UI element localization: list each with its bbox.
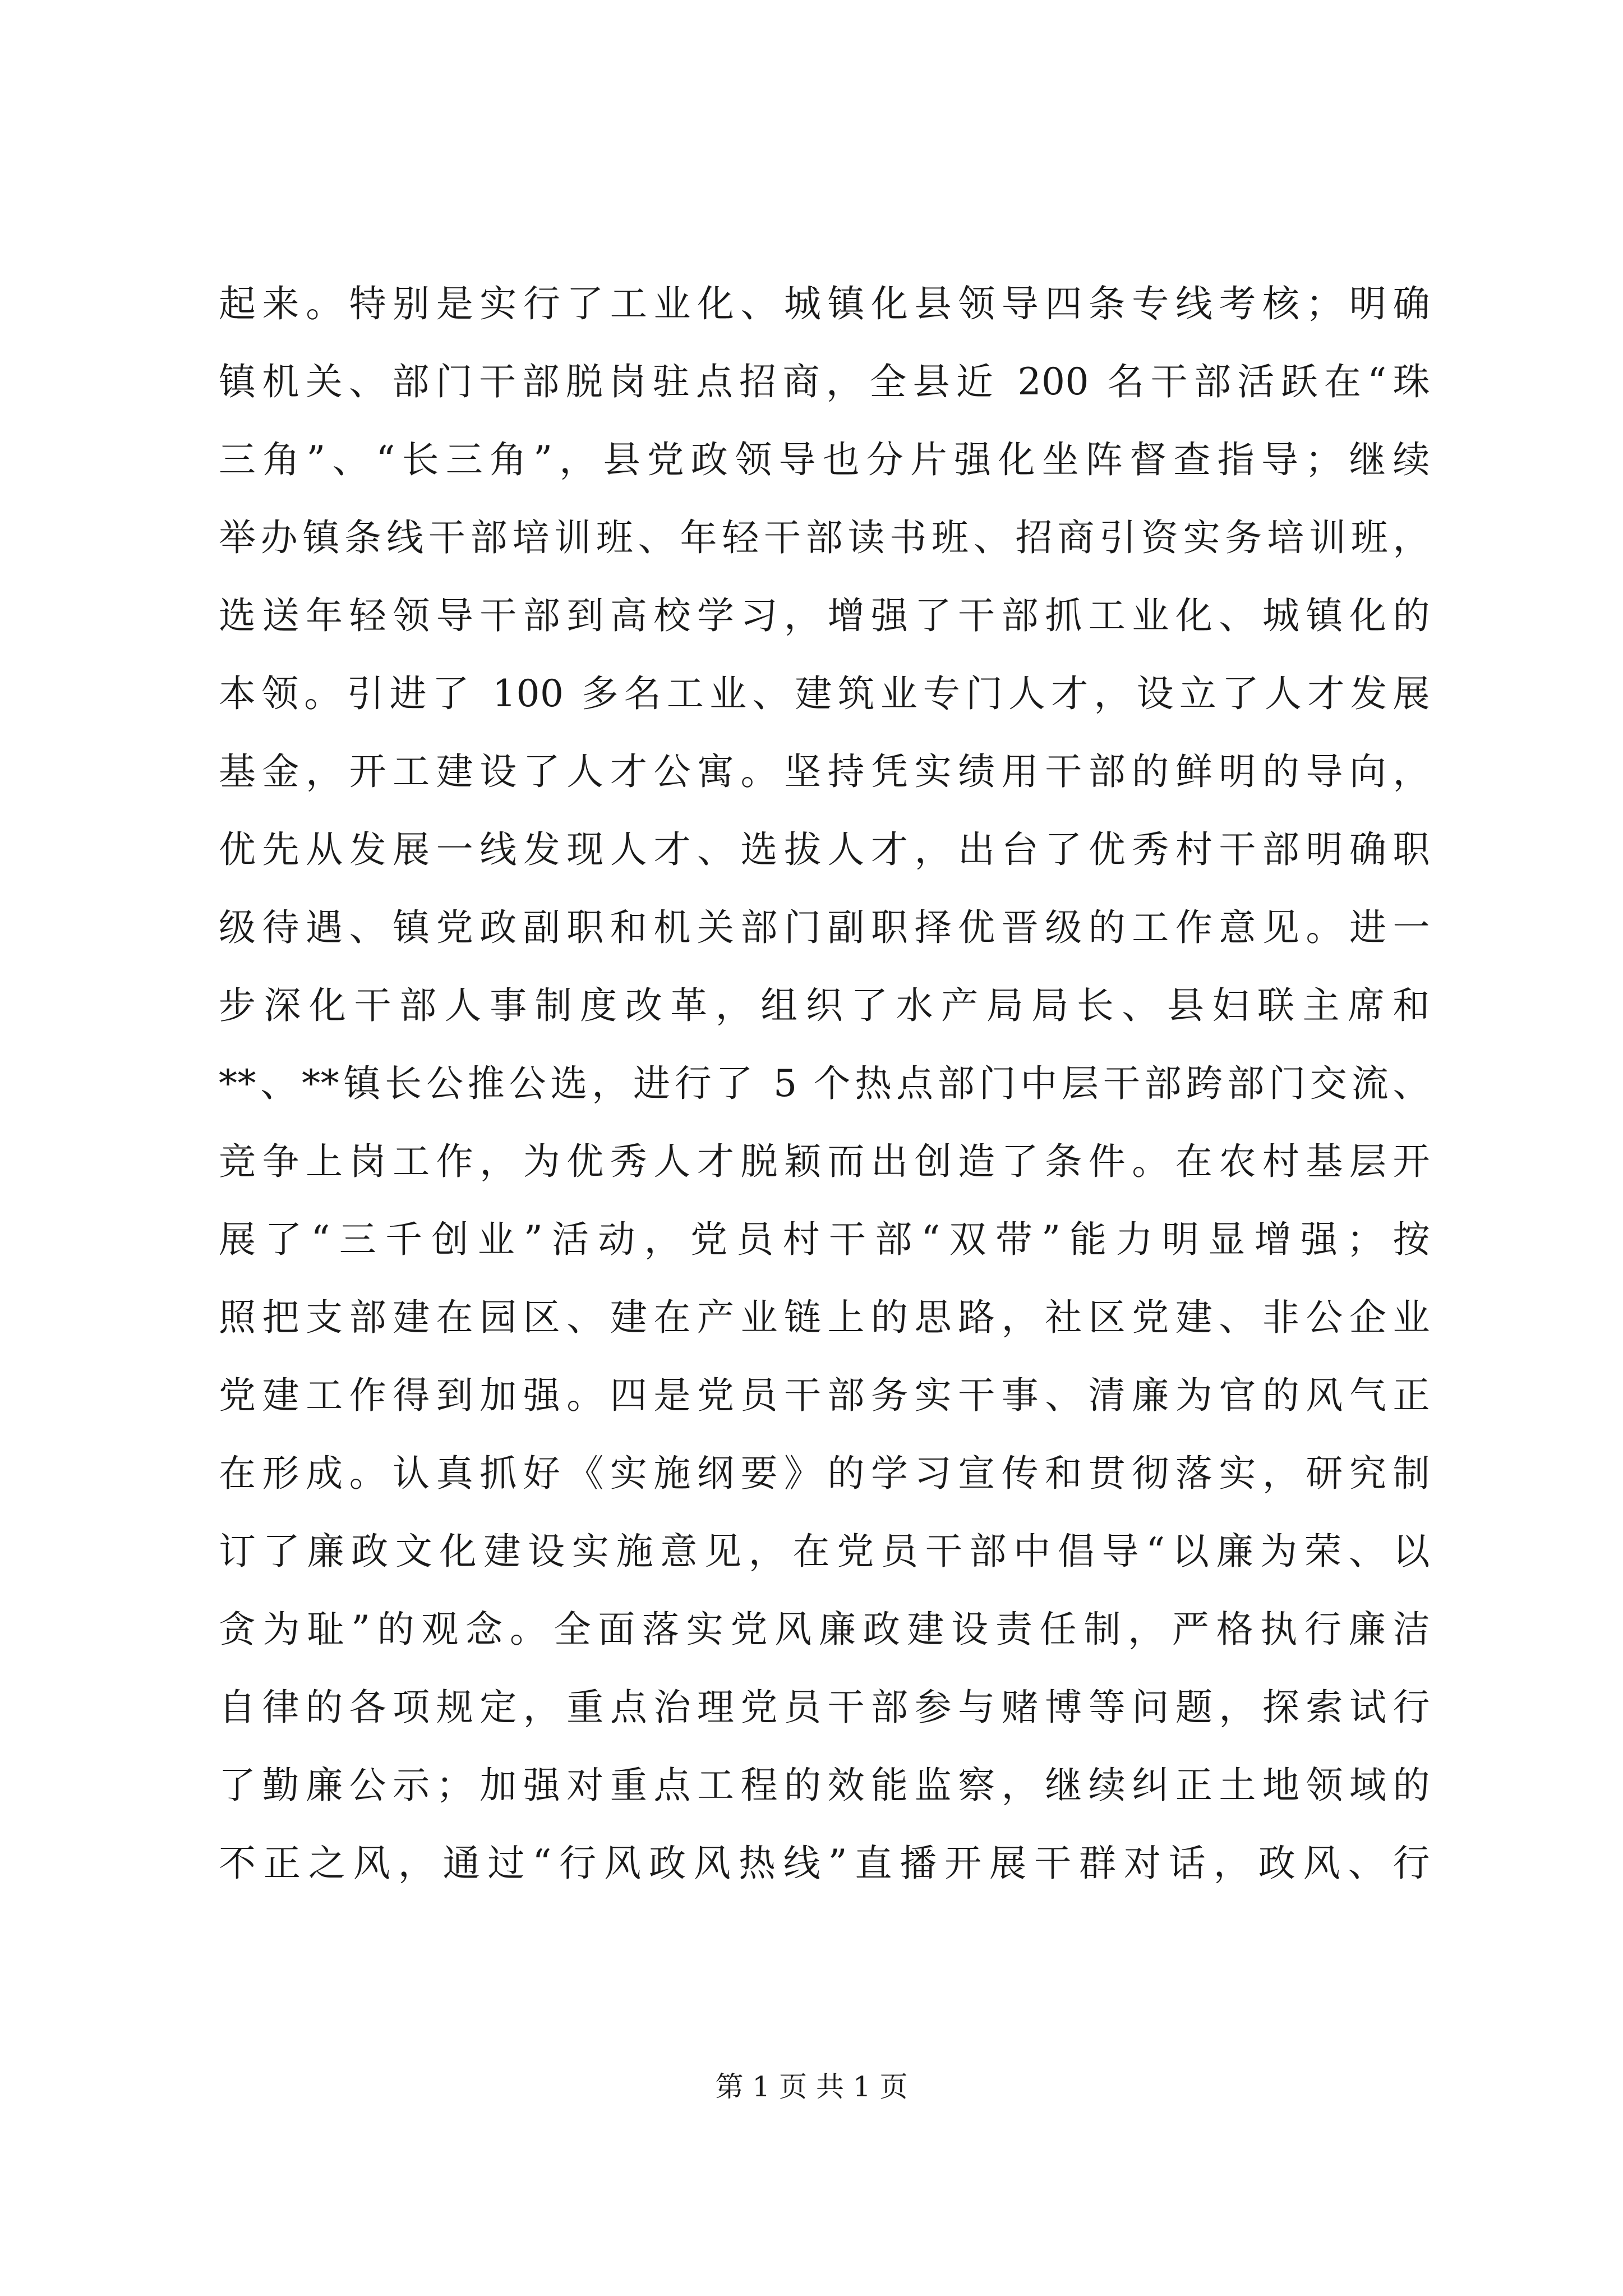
text-line: 镇机关、部门干部脱岗驻点招商，全县近 200 名干部活跃在“珠 <box>219 360 1430 403</box>
text-line: 本领。引进了 100 多名工业、建筑业专门人才，设立了人才发展 <box>219 672 1430 715</box>
text-line: 优先从发展一线发现人才、选拔人才，出台了优秀村干部明确职 <box>219 828 1430 871</box>
text-line: 在形成。认真抓好《实施纲要》的学习宣传和贯彻落实，研究制 <box>219 1452 1430 1495</box>
text-line: 了勤廉公示；加强对重点工程的效能监察，继续纠正土地领域的 <box>219 1764 1430 1807</box>
text-line: 步深化干部人事制度改革，组织了水产局局长、县妇联主席和 <box>219 984 1430 1027</box>
text-line: 级待遇、镇党政副职和机关部门副职择优晋级的工作意见。进一 <box>219 906 1430 949</box>
page-number-footer: 第 1 页 共 1 页 <box>715 2070 908 2103</box>
text-line: 不正之风，通过“行风政风热线”直播开展干群对话，政风、行 <box>219 1842 1430 1885</box>
body-text <box>219 265 1430 1902</box>
text-line: 展了“三千创业”活动，党员村干部“双带”能力明显增强；按 <box>219 1218 1430 1261</box>
text-line: 基金，开工建设了人才公寓。坚持凭实绩用干部的鲜明的导向， <box>219 750 1430 793</box>
text-line: 自律的各项规定，重点治理党员干部参与赌博等问题，探索试行 <box>219 1686 1430 1729</box>
text-line: 订了廉政文化建设实施意见，在党员干部中倡导“以廉为荣、以 <box>219 1530 1430 1573</box>
text-line: 竞争上岗工作，为优秀人才脱颖而出创造了条件。在农村基层开 <box>219 1140 1430 1183</box>
text-line: 三角”、“长三角”，县党政领导也分片强化坐阵督查指导；继续 <box>219 438 1430 481</box>
text-line: 选送年轻领导干部到高校学习，增强了干部抓工业化、城镇化的 <box>219 594 1430 637</box>
text-line: 举办镇条线干部培训班、年轻干部读书班、招商引资实务培训班， <box>219 516 1430 559</box>
text-line: 党建工作得到加强。四是党员干部务实干事、清廉为官的风气正 <box>219 1374 1430 1417</box>
text-line: 照把支部建在园区、建在产业链上的思路，社区党建、非公企业 <box>219 1296 1430 1339</box>
text-line: **、**镇长公推公选，进行了 5 个热点部门中层干部跨部门交流、 <box>219 1062 1430 1105</box>
text-line: 起来。特别是实行了工业化、城镇化县领导四条专线考核；明确 <box>219 282 1430 325</box>
text-line: 贪为耻”的观念。全面落实党风廉政建设责任制，严格执行廉洁 <box>219 1608 1430 1651</box>
